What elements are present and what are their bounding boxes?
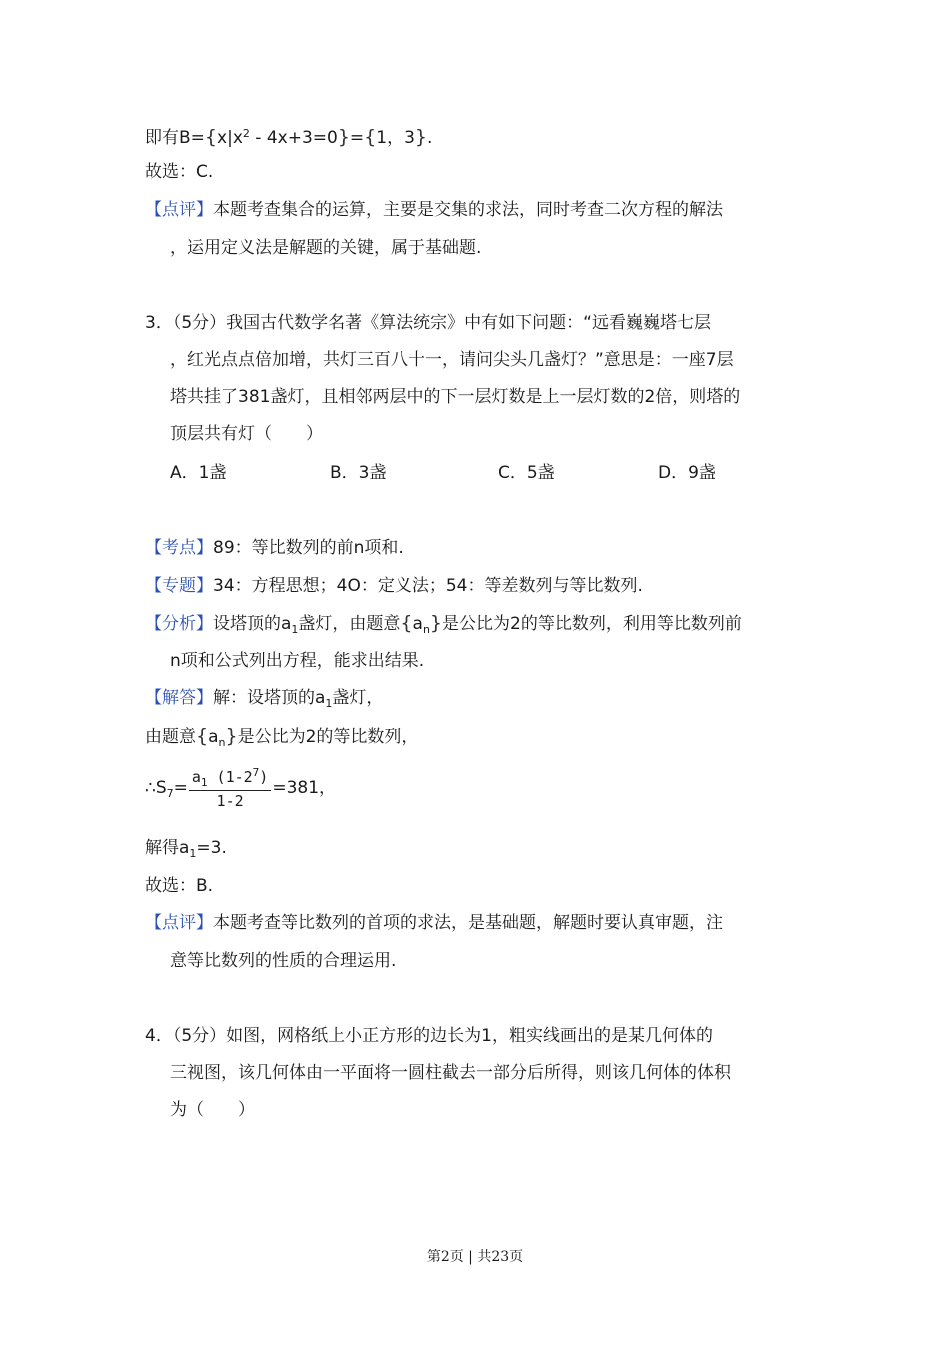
option-c: C．5盏 xyxy=(498,463,555,483)
kaodian-tag: 【考点】 xyxy=(145,538,213,558)
equals-sign: = xyxy=(349,128,365,148)
q4-line1: 4．（5分）如图，网格纸上小正方形的边长为1，粗实线画出的是某几何体的 xyxy=(145,1026,713,1046)
num-exp: 7 xyxy=(252,766,260,779)
left-brace-3: { xyxy=(400,612,413,634)
left-brace-2: { xyxy=(364,126,377,148)
page-footer: 第2页 | 共23页 xyxy=(426,1249,524,1265)
q3-line1: 3．（5分）我国古代数学名著《算法统宗》中有如下问题：“远看巍巍塔七层 xyxy=(145,313,711,333)
left-brace-4: { xyxy=(196,725,209,747)
fenxi-text-c: 是公比为2的等比数列，利用等比数列前 xyxy=(442,614,742,634)
kaodian-line xyxy=(145,537,404,559)
solve-sub: 1 xyxy=(189,847,197,860)
right-brace-3: } xyxy=(429,612,443,634)
jieda-tag: 【解答】 xyxy=(145,688,213,708)
q3-comment-tag: 【点评】 xyxy=(145,913,213,933)
fenxi-sub-n: n xyxy=(422,623,430,636)
sum-prefix: ∴S xyxy=(145,778,167,798)
eq-rest: - 4x+3=0 xyxy=(249,128,338,148)
jieda-line xyxy=(145,687,383,715)
fraction-numerator xyxy=(189,766,271,791)
solve-line xyxy=(145,837,227,865)
ratio-text-b: 是公比为2的等比数列， xyxy=(237,727,419,747)
sum-equals: = xyxy=(173,778,188,798)
q3-line4: 顶层共有灯（ ） xyxy=(170,424,323,444)
q3-comment-line2: 意等比数列的性质的合理运用. xyxy=(170,951,397,971)
period: . xyxy=(427,128,433,148)
comment-tag: 【点评】 xyxy=(145,200,213,220)
right-brace-2: } xyxy=(414,126,427,148)
num-sub: 1 xyxy=(200,776,208,789)
q4-line2: 三视图，该几何体由一平面将一圆柱截去一部分后所得，则该几何体的体积 xyxy=(170,1063,731,1083)
q3-line2: ，红光点点倍加增，共灯三百八十一，请问尖头几盏灯？”意思是：一座7层 xyxy=(170,350,734,370)
set-var: x xyxy=(217,128,228,148)
comment-text: 本题考查集合的运算，主要是交集的求法，同时考查二次方程的解法 xyxy=(213,200,723,220)
option-b: B．3盏 xyxy=(330,463,387,483)
zhuanti-tag: 【专题】 xyxy=(145,576,213,596)
ratio-sub: n xyxy=(218,736,226,749)
jieda-text-a: 解：设塔顶的a xyxy=(213,688,326,708)
sum-sub: 7 xyxy=(166,787,174,800)
zhuanti-text: 34：方程思想；4O：定义法；54：等差数列与等比数列. xyxy=(213,576,643,596)
q3-choice: 故选：B. xyxy=(145,876,214,896)
ratio-an: a xyxy=(208,727,219,747)
option-d: D．9盏 xyxy=(658,463,716,483)
solve-text-b: =3. xyxy=(196,838,227,858)
q4-line3: 为（ ） xyxy=(170,1100,255,1120)
sum-result: =381， xyxy=(272,778,337,798)
zhuanti-line xyxy=(145,575,643,597)
ratio-line xyxy=(145,725,418,754)
fenxi-line1 xyxy=(145,612,742,641)
fenxi-line2: n项和公式列出方程，能求出结果. xyxy=(170,651,425,671)
set-result-line xyxy=(145,123,432,149)
fenxi-an: a xyxy=(412,614,423,634)
fenxi-sub1: 1 xyxy=(291,623,299,636)
fenxi-tag: 【分析】 xyxy=(145,614,213,634)
jieda-text-b: 盏灯， xyxy=(332,688,384,708)
eq-x: x xyxy=(232,128,243,148)
right-brace-4: } xyxy=(225,725,238,747)
num-c: ) xyxy=(259,768,269,786)
set-bar: | xyxy=(227,128,233,148)
sum-formula-line xyxy=(145,766,336,810)
jieda-sub1: 1 xyxy=(325,697,333,710)
num-a: a xyxy=(191,768,201,786)
fenxi-text-a: 设塔顶的a xyxy=(213,614,292,634)
fenxi-text-b: 盏灯，由题意 xyxy=(298,614,401,634)
prev-comment-line1 xyxy=(145,199,723,221)
num-b: (1-2 xyxy=(216,768,253,786)
q3-comment-text: 本题考查等比数列的首项的求法，是基础题，解题时要认真审题，注 xyxy=(213,913,723,933)
set-prefix: 即有B= xyxy=(145,128,205,148)
option-a: A．1盏 xyxy=(170,463,227,483)
ratio-text-a: 由题意 xyxy=(145,727,196,747)
prev-choice: 故选：C. xyxy=(145,162,214,182)
set-result: 1，3 xyxy=(376,128,415,148)
right-brace: } xyxy=(337,126,350,148)
q3-line3: 塔共挂了381盏灯，且相邻两层中的下一层灯数是上一层灯数的2倍，则塔的 xyxy=(170,387,741,407)
left-brace: { xyxy=(204,126,218,148)
fraction-denominator: 1-2 xyxy=(216,792,244,810)
eq-exponent: 2 xyxy=(242,127,250,140)
prev-comment-line2: ，运用定义法是解题的关键，属于基础题. xyxy=(170,238,482,258)
sum-fraction xyxy=(189,766,271,810)
q3-comment-line1 xyxy=(145,912,723,934)
kaodian-text: 89：等比数列的前n项和. xyxy=(213,538,404,558)
solve-text-a: 解得a xyxy=(145,838,190,858)
